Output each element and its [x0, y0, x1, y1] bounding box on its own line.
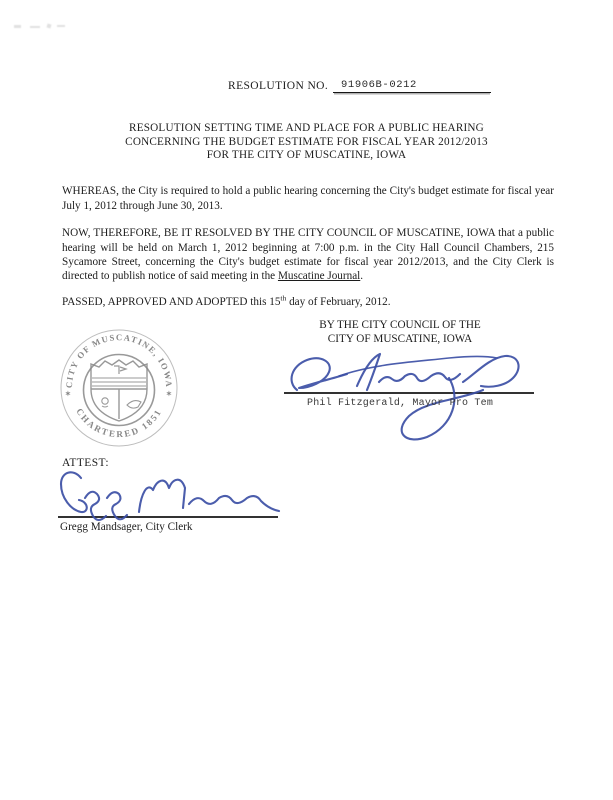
attest-label: ATTEST:	[62, 457, 109, 469]
seal-outer-ring	[61, 330, 177, 446]
resolution-number-line	[228, 80, 491, 95]
city-seal-graphic	[56, 329, 182, 448]
seal-top-text: CITY OF MUSCATINE, IOWA	[63, 332, 175, 389]
passed-ordinal-suffix: th	[280, 293, 287, 303]
journal-name: Muscatine Journal	[277, 270, 361, 283]
resolution-number-value: 91906B-0212	[333, 79, 491, 93]
city-seal	[56, 329, 182, 448]
mayor-signature-ink	[292, 354, 519, 439]
document-title	[0, 122, 613, 163]
passed-text: PASSED, APPROVED AND ADOPTED this 15	[62, 296, 281, 309]
clerk-signature-block	[55, 464, 281, 522]
seal-star-right-icon: ✶	[166, 390, 172, 398]
council-line-2: CITY OF MUSCATINE, IOWA	[327, 332, 473, 345]
resolution-number-label: RESOLUTION NO.	[228, 80, 329, 92]
resolved-paragraph	[62, 226, 554, 284]
resolved-text: NOW, THEREFORE, BE IT RESOLVED BY THE CITY COUNCIL OF MUSCATINE, IOWA that a public hearing will be held on March 1, 2012 beginning at 7:00 p.m. in the City Hall Council Chambers, 215 Sycamore Street, concerning the City's budget estimate for fiscal year 2012/2013, and the City Clerk is directed to publish notice of said meeting in the	[62, 227, 554, 283]
title-line-3: FOR THE CITY OF MUSCATINE, IOWA	[206, 149, 407, 162]
passed-text-end: day of February, 2012.	[286, 296, 391, 309]
whereas-paragraph: WHEREAS, the City is required to hold a public hearing concerning the City's budget estimate for fiscal year July 1, 2012 through June 30, 2013.	[62, 185, 554, 212]
seal-bottom-text: CHARTERED 1851	[74, 406, 164, 440]
mayor-signature-graphic	[283, 348, 535, 444]
mayor-typed-name: Phil Fitzgerald, Mayor Pro Tem	[307, 398, 494, 409]
scan-artifact	[14, 22, 66, 30]
seal-shield-emblem	[91, 360, 147, 421]
mayor-signature-block	[283, 348, 535, 444]
title-line-1: RESOLUTION SETTING TIME AND PLACE FOR A PUBLIC HEARING	[129, 122, 484, 134]
council-line-1: BY THE CITY COUNCIL OF THE	[319, 319, 481, 331]
resolved-text-end: .	[360, 270, 364, 283]
council-attribution	[300, 319, 500, 347]
seal-star-left-icon: ✶	[65, 390, 71, 398]
title-line-2: CONCERNING THE BUDGET ESTIMATE FOR FISCAL YEAR 2012/2013	[125, 135, 488, 148]
clerk-signature-graphic	[55, 464, 281, 522]
clerk-typed-name: Gregg Mandsager, City Clerk	[60, 521, 193, 533]
passed-paragraph	[62, 295, 554, 309]
clerk-signature-ink	[61, 472, 279, 520]
